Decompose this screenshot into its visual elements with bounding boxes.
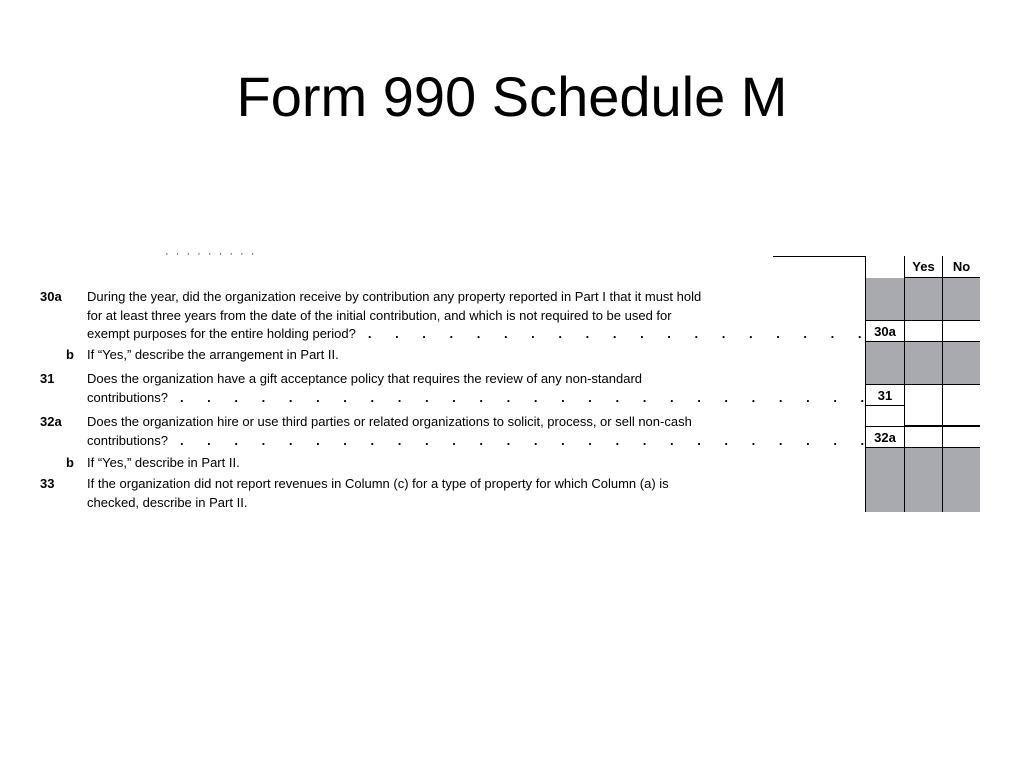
no-header: No: [943, 256, 980, 278]
question-text: If “Yes,” describe in Part II.: [87, 455, 240, 470]
cut-off-line-fragment: · · · · · · · · ·: [165, 248, 257, 256]
question-text: During the year, did the organization receive by contribution any property reported in Part I that it must hold for at least three years from the date of the initial contribution, and which is not required to be used for exempt purposes for the entire holding period? . . . . . . . . . . . . . . . . . . .: [87, 289, 872, 341]
answer-no-31[interactable]: [943, 384, 980, 426]
slide-title: Form 990 Schedule M: [236, 65, 788, 128]
yes-header: Yes: [905, 256, 942, 278]
line-label-32a: 32a: [866, 426, 904, 448]
top-rule: [773, 256, 865, 257]
answer-yes-30a[interactable]: [905, 320, 942, 342]
yes-column: [905, 256, 943, 512]
leader-dots: . . . . . . . . . . . . . . . . . . .: [367, 326, 872, 341]
line-label-30a: 30a: [866, 320, 904, 342]
question-number: b: [66, 455, 74, 470]
leader-dots: . . . . . . . . . . . . . . . . . . . . . . . . . .: [179, 432, 875, 448]
line-number-column: [866, 256, 905, 512]
schedule-m-form-excerpt: [40, 244, 980, 514]
question-number: 30a: [40, 289, 62, 304]
question-text: Does the organization hire or use third parties or related organizations to solicit, process, or sell non-cash contributions? . . . . . . . . . . . . . . . . . . . . . . . . . .: [87, 414, 875, 448]
leader-dots: . . . . . . . . . . . . . . . . . . . . . . . . . .: [179, 389, 875, 405]
question-number: b: [66, 347, 74, 362]
question-text: Does the organization have a gift acceptance policy that requires the review of any non-standard contributions? . . . . . . . . . . . . . . . . . . . . . . . . . .: [87, 371, 875, 405]
answer-grid: [865, 256, 980, 512]
question-number: 31: [40, 371, 55, 386]
answer-no-30a[interactable]: [943, 320, 980, 342]
answer-yes-32a[interactable]: [905, 426, 942, 448]
line-label-31: 31: [866, 384, 904, 406]
question-number: 32a: [40, 414, 62, 429]
answer-yes-31[interactable]: [905, 384, 942, 426]
answer-no-32a[interactable]: [943, 426, 980, 448]
question-number: 33: [40, 476, 55, 491]
question-text: If “Yes,” describe the arrangement in Part II.: [87, 347, 339, 362]
no-column: [943, 256, 980, 512]
question-text: If the organization did not report revenues in Column (c) for a type of property for which Column (a) is checked, describe in Part II.: [87, 476, 669, 510]
